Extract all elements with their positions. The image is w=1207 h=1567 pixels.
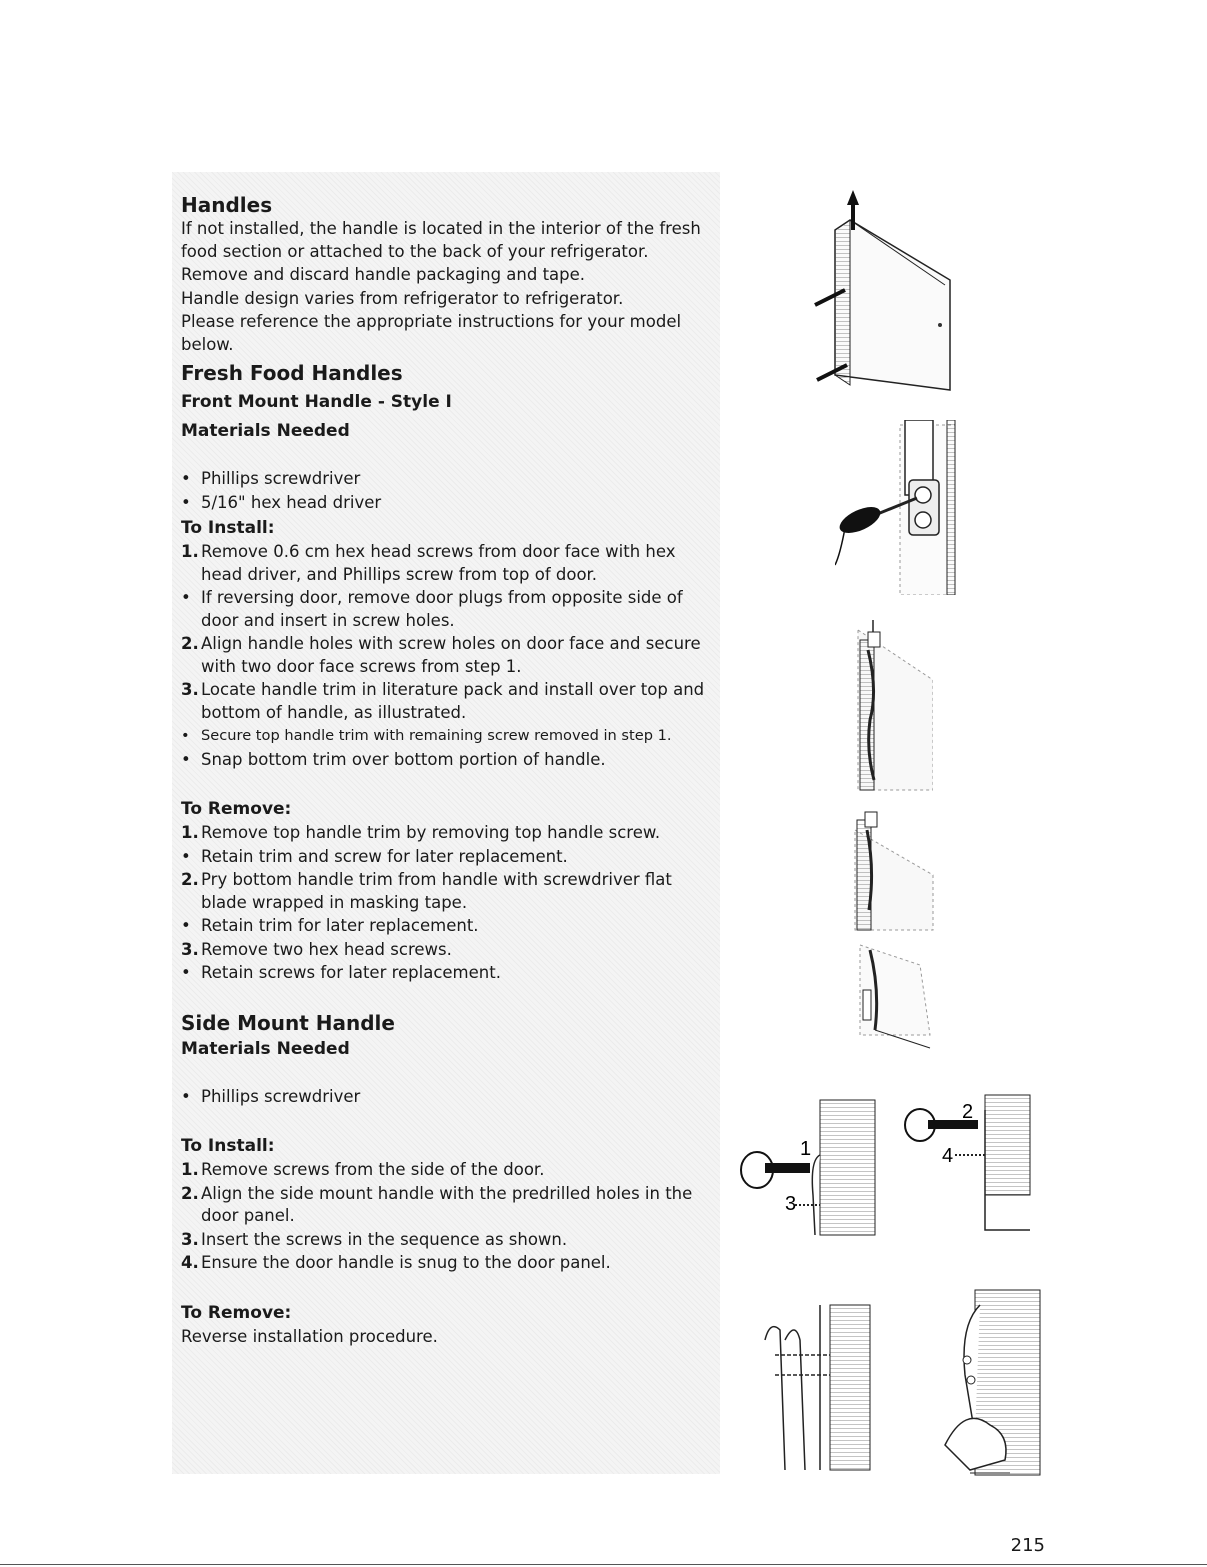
material-item: • Phillips screwdriver [181, 469, 361, 488]
side-install-step: 4. Ensure the door handle is snug to the door panel. [181, 1253, 611, 1272]
side-remove-text: Reverse installation procedure. [181, 1326, 438, 1346]
side-mount-heading: Side Mount Handle [181, 1010, 395, 1035]
side-install-step: 1. Remove screws from the side of the door. [181, 1160, 545, 1179]
material-item: • Phillips screwdriver [181, 1086, 361, 1106]
remove-step: 3. Remove two hex head screws. [181, 939, 452, 959]
side-install-step: 3. Insert the screws in the sequence as shown. [181, 1229, 568, 1249]
front-mount-heading: Front Mount Handle - Style I [181, 392, 452, 412]
install-note: • If reversing door, remove door plugs from opposite side of door and insert in screw holes. [181, 588, 683, 630]
screw-label-2: 2 [962, 1101, 974, 1123]
handle-alignment-illustration [755, 1300, 875, 1475]
remove-note: • Retain trim for later replacement. [181, 916, 479, 935]
side-mount-screws-2-4-illustration [900, 1090, 1035, 1235]
remove-note: • Retain screws for later replacement. [181, 963, 501, 982]
material-item: • 5/16" hex head driver [181, 492, 382, 512]
side-install-heading: To Install: [181, 1136, 275, 1156]
page-number: 215 [1010, 1535, 1045, 1556]
bottom-rule [0, 1564, 1207, 1565]
remove-step: 2. Pry bottom handle trim from handle with screwdriver flat blade wrapped in masking tape. [181, 870, 672, 912]
screw-label-4: 4 [942, 1145, 954, 1167]
fresh-food-heading: Fresh Food Handles [181, 361, 403, 385]
bottom-trim-illustration [845, 800, 935, 1050]
to-remove-heading: To Remove: [181, 799, 292, 819]
install-step: 3. Locate handle trim in literature pack and install over top and bottom of handle, as illustrated. [181, 680, 705, 722]
to-install-heading: To Install: [181, 518, 275, 538]
side-mount-screws-1-3-illustration [735, 1095, 885, 1240]
remove-step: 1. Remove top handle trim by removing top handle screw. [181, 823, 661, 842]
intro-line: Handle design varies from refrigerator to refrigerator. [181, 288, 624, 308]
install-note: • Secure top handle trim with remaining screw removed in step 1. [181, 727, 672, 744]
screwdriver-handle-illustration [835, 420, 960, 595]
materials-heading: Materials Needed [181, 421, 350, 441]
instructions-column [181, 192, 721, 1348]
top-trim-illustration [848, 610, 933, 795]
side-remove-heading: To Remove: [181, 1302, 292, 1323]
screw-label-1: 1 [800, 1138, 812, 1160]
screw-label-3: 3 [785, 1193, 797, 1215]
install-step: 2. Align handle holes with screw holes on door face and secure with two door face screws from step 1. [181, 634, 701, 676]
remove-note: • Retain trim and screw for later replacement. [181, 846, 568, 866]
side-install-step: 2. Align the side mount handle with the predrilled holes in the door panel. [181, 1183, 693, 1225]
install-step: 1. Remove 0.6 cm hex head screws from door face with hex head driver, and Phillips screw from top of door. [181, 542, 676, 584]
intro-line: If not installed, the handle is located in the interior of the fresh food section or attached to the back of your refrigerator. [181, 219, 701, 261]
intro-line: Remove and discard handle packaging and tape. [181, 265, 586, 284]
side-materials-heading: Materials Needed [181, 1038, 350, 1059]
hand-on-handle-illustration [935, 1285, 1045, 1480]
door-top-screws-illustration [805, 185, 955, 395]
install-note: • Snap bottom trim over bottom portion of handle. [181, 749, 606, 769]
handles-heading: Handles [181, 193, 273, 217]
intro-line: Please reference the appropriate instructions for your model below. [181, 312, 682, 354]
